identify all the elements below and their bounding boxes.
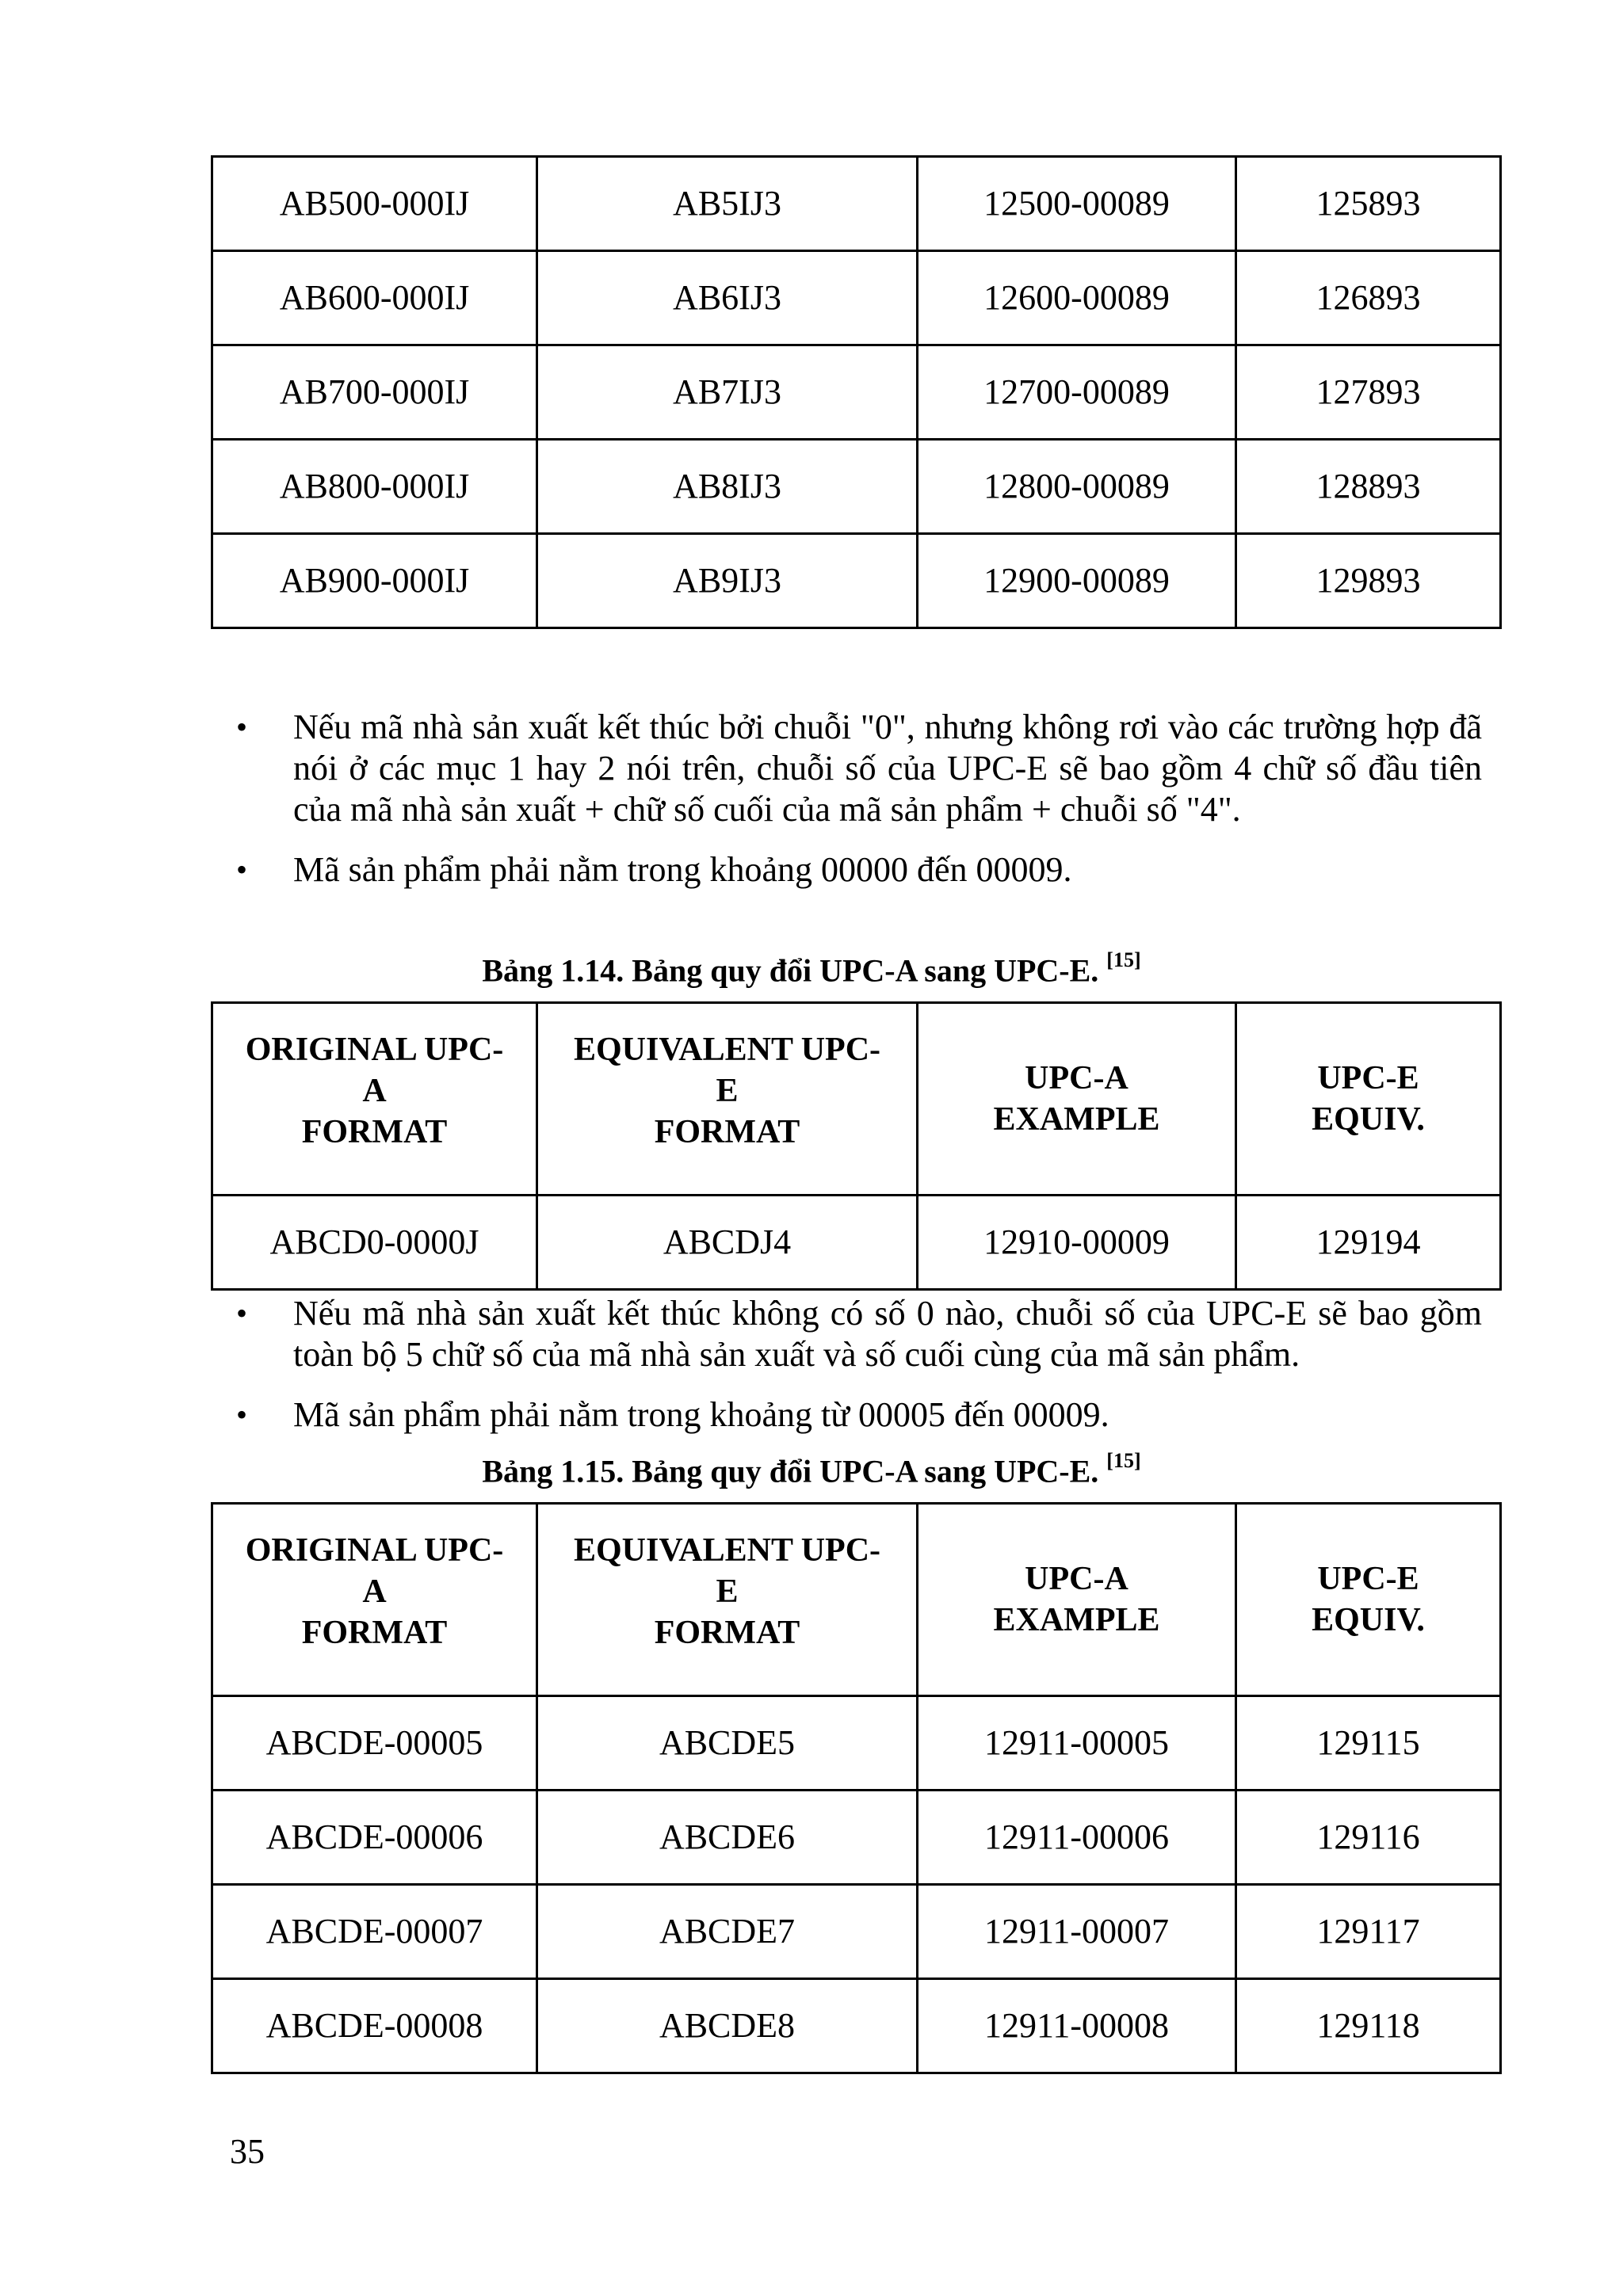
table-cell: 12600-00089: [918, 251, 1236, 345]
list-item: [236, 849, 1482, 891]
table-cell: 12910-00009: [918, 1196, 1236, 1290]
table-cell: AB600-000IJ: [212, 251, 537, 345]
table-header-row: [212, 1504, 1501, 1696]
table-cell: 12911-00005: [918, 1696, 1236, 1791]
list-item-text: Mã sản phẩm phải nằm trong khoảng 00000 đến 00009.: [293, 850, 1072, 889]
bullet-icon: •: [236, 1295, 248, 1331]
caption-text: Bảng 1.14. Bảng quy đổi UPC-A sang UPC-E.: [482, 952, 1099, 989]
page-number: 35: [230, 2132, 265, 2171]
table-cell: ABCDE-00008: [212, 1979, 537, 2073]
table-cell: 129118: [1236, 1979, 1501, 2073]
table-caption: [0, 944, 1623, 990]
table-row: [212, 157, 1501, 251]
table-caption: [0, 1445, 1623, 1490]
table-cell: ABCDJ4: [537, 1196, 918, 1290]
list-item-text: Mã sản phẩm phải nằm trong khoảng từ 00005 đến 00009.: [293, 1395, 1109, 1434]
list-item: [236, 1394, 1482, 1436]
table-cell: 129116: [1236, 1791, 1501, 1885]
table-row: [212, 1196, 1501, 1290]
table-cell: AB500-000IJ: [212, 157, 537, 251]
table-row: [212, 440, 1501, 534]
column-header: ORIGINAL UPC- A FORMAT: [212, 1504, 537, 1696]
table-cell: ABCD0-0000J: [212, 1196, 537, 1290]
table-cell: AB9IJ3: [537, 534, 918, 628]
table-cell: ABCDE-00007: [212, 1885, 537, 1979]
list-item: [236, 1293, 1482, 1375]
table-cell: AB700-000IJ: [212, 345, 537, 440]
table-row: [212, 1885, 1501, 1979]
table-cell: AB900-000IJ: [212, 534, 537, 628]
table-row: [212, 251, 1501, 345]
caption-reference: [15]: [1106, 948, 1141, 971]
bullet-list: [236, 1293, 1482, 1455]
table-cell: AB6IJ3: [537, 251, 918, 345]
caption-reference: [15]: [1106, 1449, 1141, 1472]
column-header: UPC-A EXAMPLE: [918, 1504, 1236, 1696]
upc-table-continued: [211, 155, 1502, 629]
table-cell: 12911-00008: [918, 1979, 1236, 2073]
table-cell: 125893: [1236, 157, 1501, 251]
table-cell: AB8IJ3: [537, 440, 918, 534]
column-header: EQUIVALENT UPC- E FORMAT: [537, 1504, 918, 1696]
table-row: [212, 1696, 1501, 1791]
table-cell: AB800-000IJ: [212, 440, 537, 534]
bullet-icon: •: [236, 1397, 248, 1432]
table-cell: 12700-00089: [918, 345, 1236, 440]
table-row: [212, 1791, 1501, 1885]
column-header: UPC-A EXAMPLE: [918, 1003, 1236, 1196]
column-header: UPC-E EQUIV.: [1236, 1504, 1501, 1696]
upc-table-1-14: [211, 1001, 1502, 1291]
table-cell: AB7IJ3: [537, 345, 918, 440]
table-cell: 127893: [1236, 345, 1501, 440]
table-cell: ABCDE-00006: [212, 1791, 537, 1885]
table-cell: 12911-00007: [918, 1885, 1236, 1979]
bullet-icon: •: [236, 709, 248, 745]
bullet-list: [236, 707, 1482, 910]
bullet-icon: •: [236, 852, 248, 887]
table-cell: ABCDE8: [537, 1979, 918, 2073]
table-cell: 128893: [1236, 440, 1501, 534]
table-cell: ABCDE-00005: [212, 1696, 537, 1791]
list-item: [236, 707, 1482, 830]
table-row: [212, 534, 1501, 628]
column-header: UPC-E EQUIV.: [1236, 1003, 1501, 1196]
table-row: [212, 345, 1501, 440]
table-cell: 129893: [1236, 534, 1501, 628]
table-cell: 126893: [1236, 251, 1501, 345]
table-cell: 12911-00006: [918, 1791, 1236, 1885]
table-cell: 12800-00089: [918, 440, 1236, 534]
table-cell: 12900-00089: [918, 534, 1236, 628]
table-cell: ABCDE5: [537, 1696, 918, 1791]
column-header: ORIGINAL UPC- A FORMAT: [212, 1003, 537, 1196]
list-item-text: Nếu mã nhà sản xuất kết thúc không có số 0 nào, chuỗi số của UPC-E sẽ bao gồm toàn bộ 5 chữ số của mã nhà sản xuất và số cuối cùng của mã sản phẩm.: [293, 1294, 1482, 1374]
table-cell: 129194: [1236, 1196, 1501, 1290]
caption-text: Bảng 1.15. Bảng quy đổi UPC-A sang UPC-E.: [482, 1453, 1099, 1489]
upc-table-1-15: [211, 1502, 1502, 2074]
table-cell: 129117: [1236, 1885, 1501, 1979]
table-cell: 129115: [1236, 1696, 1501, 1791]
table-row: [212, 1979, 1501, 2073]
table-cell: 12500-00089: [918, 157, 1236, 251]
table-cell: ABCDE6: [537, 1791, 918, 1885]
list-item-text: Nếu mã nhà sản xuất kết thúc bởi chuỗi "0", nhưng không rơi vào các trường hợp đã nói ở các mục 1 hay 2 nói trên, chuỗi số của UPC-E sẽ bao gồm 4 chữ số đầu tiên của mã nhà sản xuất + chữ số cuối của mã sản phẩm + chuỗi số "4".: [293, 707, 1482, 829]
table-header-row: [212, 1003, 1501, 1196]
column-header: EQUIVALENT UPC- E FORMAT: [537, 1003, 918, 1196]
table-cell: AB5IJ3: [537, 157, 918, 251]
table-cell: ABCDE7: [537, 1885, 918, 1979]
